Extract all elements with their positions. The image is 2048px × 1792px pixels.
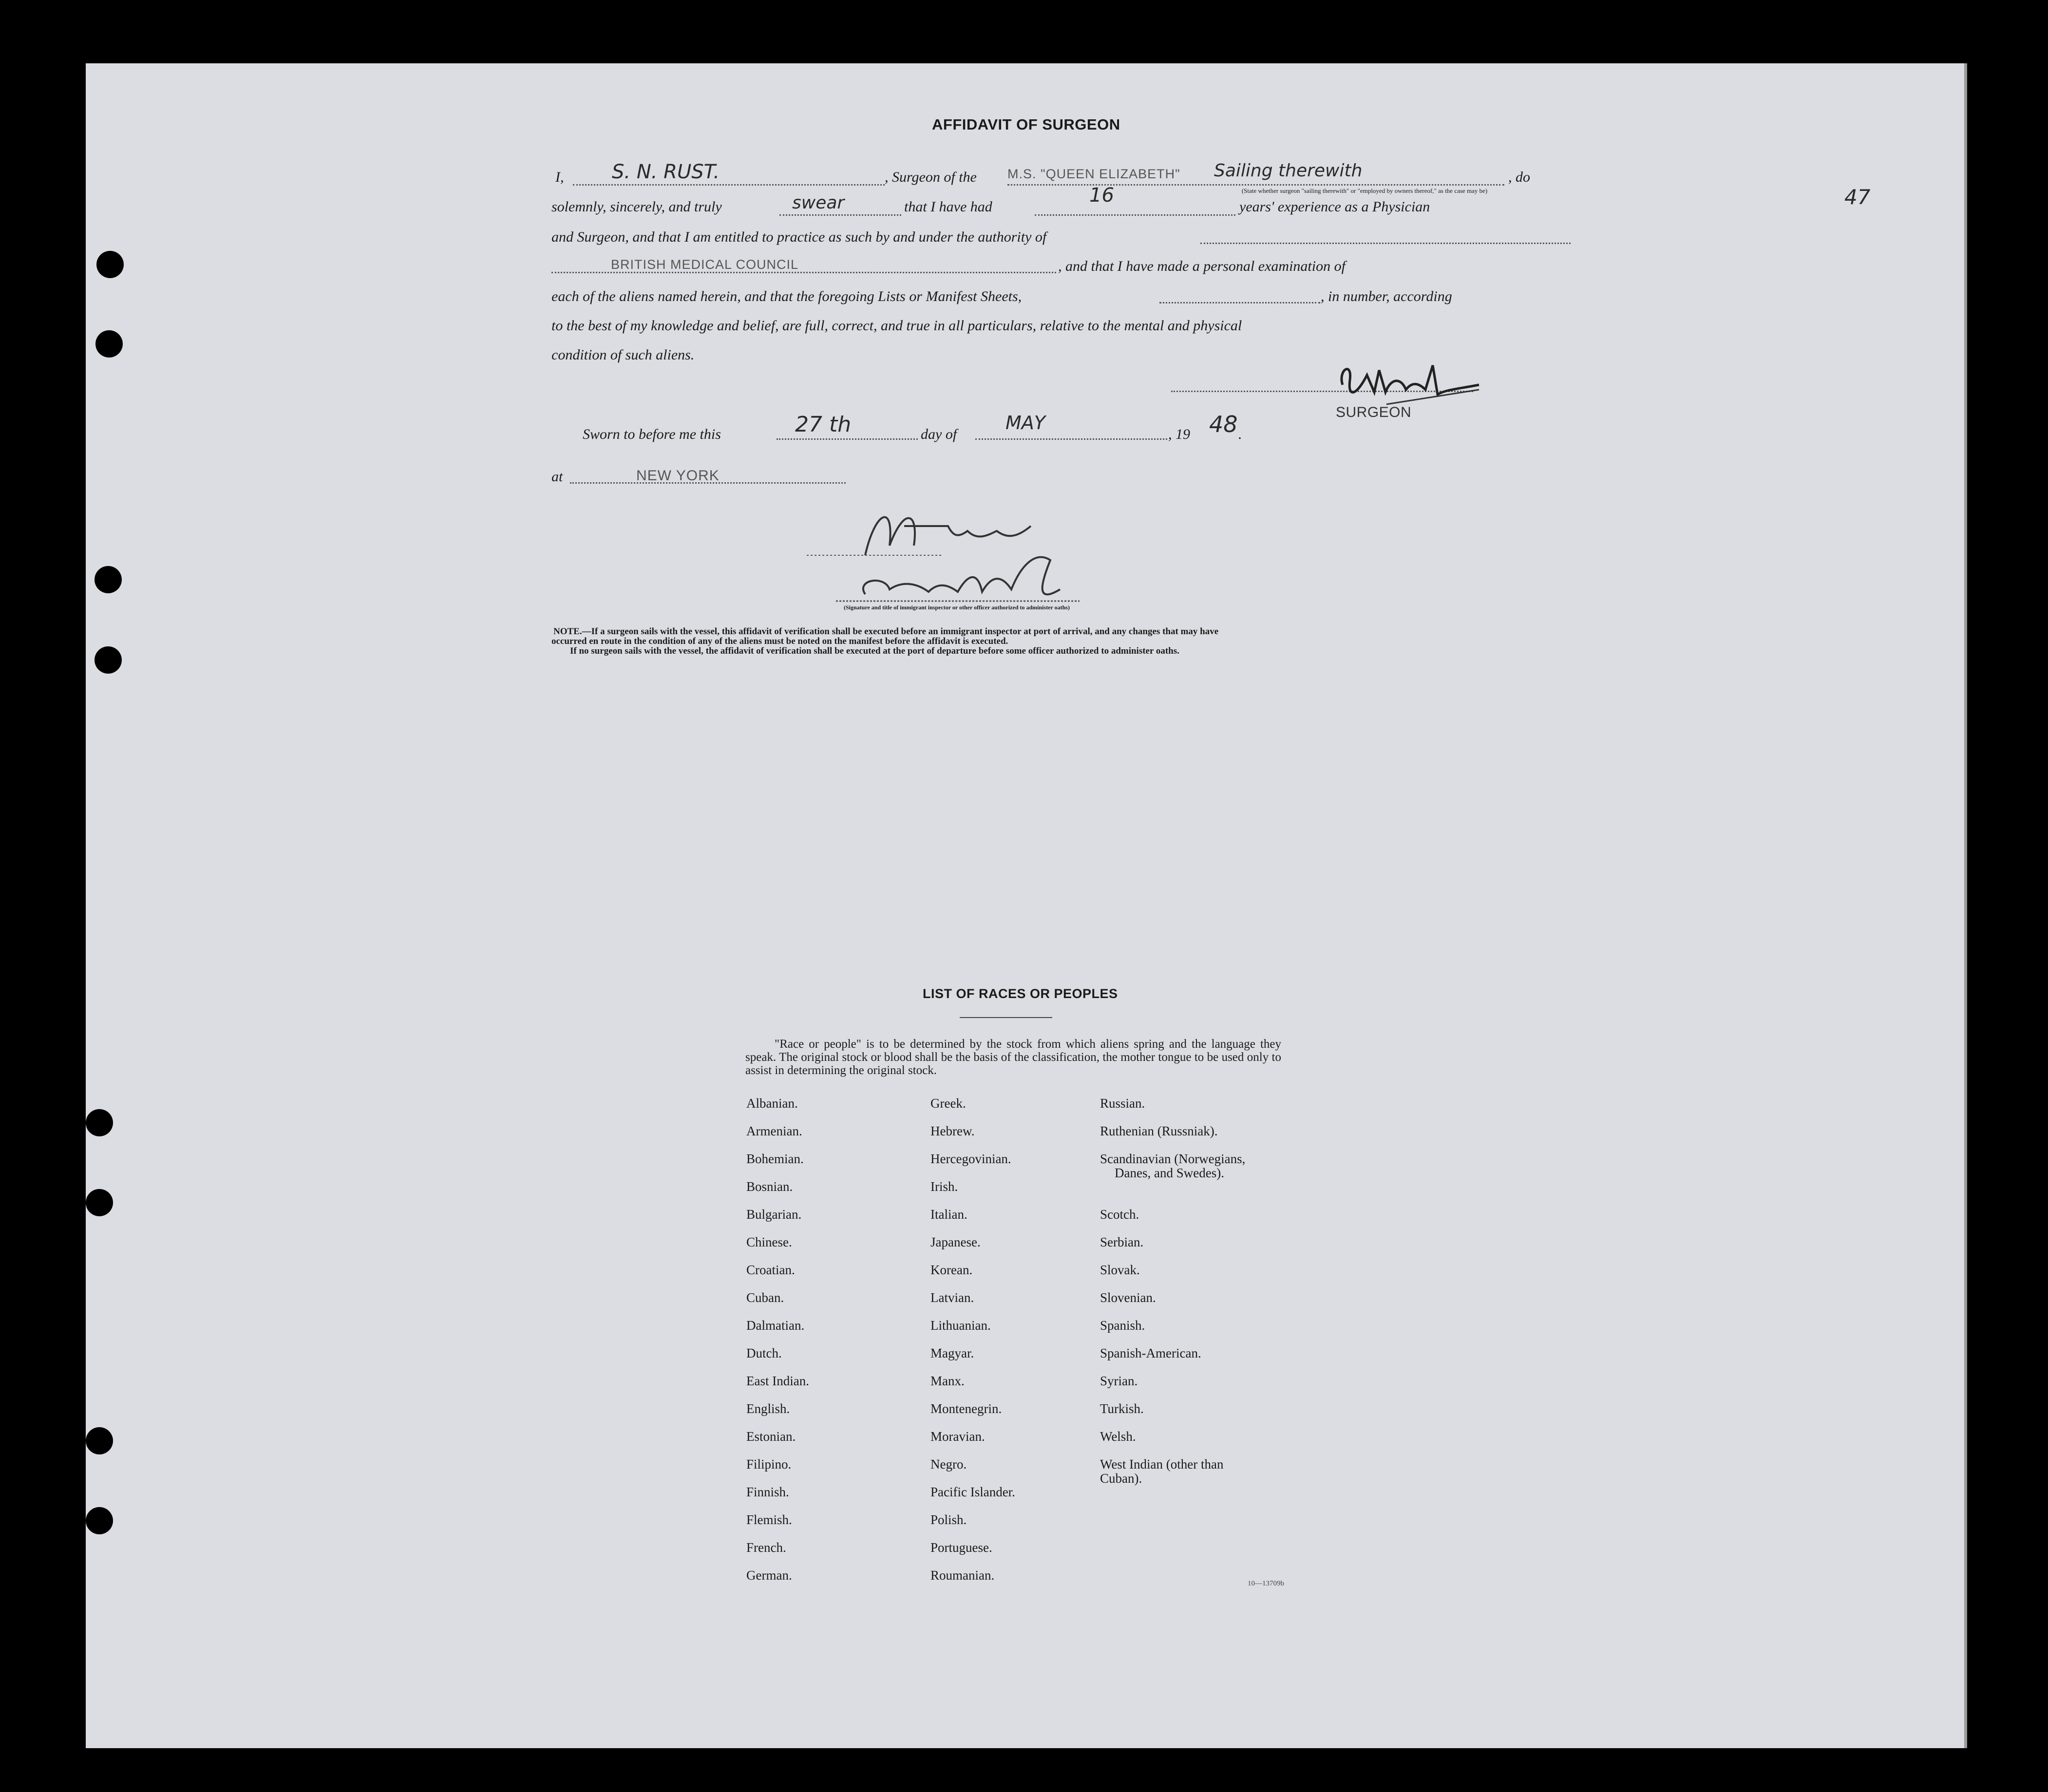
place-name: NEW YORK <box>636 468 720 484</box>
race-item: East Indian. <box>746 1374 809 1388</box>
surgeon-label: SURGEON <box>1336 404 1412 420</box>
race-item: Chinese. <box>746 1235 792 1249</box>
ship-field-line <box>1007 184 1504 186</box>
race-item: Bohemian. <box>746 1151 804 1166</box>
race-item: Bosnian. <box>746 1179 793 1194</box>
punch-hole <box>95 646 122 674</box>
race-item: Hebrew. <box>930 1124 975 1138</box>
affidavit-note-2: occurred en route in the condition of any of the aliens must be noted on the manifest before the affidavit is executed. <box>551 636 1008 646</box>
race-item: Albanian. <box>746 1096 798 1111</box>
race-item: Lithuanian. <box>930 1318 991 1333</box>
punch-hole <box>95 566 122 593</box>
month-field-line <box>975 438 1167 440</box>
race-item: Roumanian. <box>930 1568 995 1583</box>
race-item: Dalmatian. <box>746 1318 805 1333</box>
sworn-text: , 19 <box>1168 426 1190 442</box>
affidavit-text: each of the aliens named herein, and that the foregoing Lists or Manifest Sheets, <box>551 288 1022 304</box>
page-number: 47 <box>1844 185 1871 209</box>
affidavit-text: and Surgeon, and that I am entitled to practice as such by and under the authority of <box>551 229 1047 245</box>
affidavit-text: I, <box>555 169 564 185</box>
race-item: Bulgarian. <box>746 1207 802 1222</box>
affidavit-text: , and that I have made a personal examination of <box>1058 258 1346 274</box>
race-item: Portuguese. <box>930 1540 992 1555</box>
race-item: Latvian. <box>930 1290 974 1305</box>
title-rule <box>960 1017 1052 1018</box>
race-item: Spanish. <box>1100 1318 1145 1333</box>
affidavit-title: AFFIDAVIT OF SURGEON <box>932 116 1120 133</box>
ship-name: M.S. "QUEEN ELIZABETH" <box>1007 167 1180 181</box>
race-item: Spanish-American. <box>1100 1346 1201 1360</box>
race-item: West Indian (other than <box>1100 1457 1224 1471</box>
race-item: Montenegrin. <box>930 1401 1002 1416</box>
race-item: Dutch. <box>746 1346 782 1360</box>
race-item: Filipino. <box>746 1457 792 1471</box>
race-item: Scandinavian (Norwegians, <box>1100 1151 1246 1166</box>
affidavit-text: that I have had <box>904 199 992 215</box>
race-item: Hercegovinian. <box>930 1151 1011 1166</box>
affidavit-note-1: NOTE.—If a surgeon sails with the vessel, this affidavit of verification shall be executed before an immigrant inspector at port of arrival, and any changes that may have <box>553 626 1219 637</box>
race-item: Syrian. <box>1100 1374 1138 1388</box>
oath-word: swear <box>792 193 845 213</box>
sworn-month: MAY <box>1005 412 1045 434</box>
race-item: Flemish. <box>746 1512 792 1527</box>
race-item: Scotch. <box>1100 1207 1139 1222</box>
affidavit-text: solemnly, sincerely, and truly <box>551 199 722 215</box>
day-field-line <box>777 438 918 440</box>
affidavit-text: to the best of my knowledge and belief, are full, correct, and true in all particulars, relative to the mental and physical <box>551 318 1242 334</box>
sworn-text: day of <box>921 426 957 442</box>
race-item: Armenian. <box>746 1124 802 1138</box>
sworn-text: Sworn to before me this <box>583 426 721 442</box>
punch-hole <box>96 251 124 278</box>
race-item: Ruthenian (Russniak). <box>1100 1124 1218 1138</box>
punch-hole <box>86 1507 113 1534</box>
race-item: Turkish. <box>1100 1401 1144 1416</box>
surgeon-signature <box>1328 351 1484 409</box>
sheets-field-line <box>1159 302 1320 303</box>
race-item: Estonian. <box>746 1429 796 1444</box>
punch-hole <box>86 1109 113 1136</box>
sworn-text: . <box>1238 426 1242 442</box>
race-item: Japanese. <box>930 1235 981 1249</box>
race-item: Croatian. <box>746 1263 795 1277</box>
officer-caption: (Signature and title of immigrant inspector or other officer authorized to administer oaths) <box>844 604 1070 611</box>
race-item: Greek. <box>930 1096 966 1111</box>
sailing-note: (State whether surgeon "sailing therewith" or "employed by owners thereof," as the case may be) <box>1241 187 1488 194</box>
years-experience: 16 <box>1089 184 1114 207</box>
race-item: French. <box>746 1540 786 1555</box>
punch-hole <box>86 1427 113 1454</box>
authority-field-line <box>1200 243 1571 244</box>
race-item: Manx. <box>930 1374 965 1388</box>
document-page <box>86 63 1967 1748</box>
affidavit-text: condition of such aliens. <box>551 347 695 363</box>
years-field-line <box>1035 214 1235 216</box>
affidavit-note-3: If no surgeon sails with the vessel, the affidavit of verification shall be executed at the port of departure before some officer authorized to administer oaths. <box>570 646 1179 656</box>
race-item: Pacific Islander. <box>930 1485 1015 1499</box>
race-item: German. <box>746 1568 792 1583</box>
affidavit-text: years' experience as a Physician <box>1239 199 1430 215</box>
race-item: Polish. <box>930 1512 967 1527</box>
sworn-year: 48 <box>1209 411 1238 437</box>
race-item: Slovak. <box>1100 1263 1140 1277</box>
race-item: Cuban). <box>1100 1471 1142 1486</box>
race-item: Welsh. <box>1100 1429 1136 1444</box>
officer-signature <box>807 492 1119 648</box>
race-item: Magyar. <box>930 1346 974 1360</box>
race-item: Danes, and Swedes). <box>1115 1166 1224 1180</box>
races-intro: "Race or people" is to be determined by the stock from which aliens spring and the language they speak. The original stock or blood shall be the basis of the classification, the mother tongue to be used only to assist in determining the original stock. <box>745 1037 1281 1077</box>
at-label: at <box>551 469 563 485</box>
race-item: Italian. <box>930 1207 967 1222</box>
race-item: Slovenian. <box>1100 1290 1156 1305</box>
punch-hole <box>95 330 123 358</box>
authority-name: BRITISH MEDICAL COUNCIL <box>611 257 799 272</box>
race-item: Cuban. <box>746 1290 784 1305</box>
race-item: Russian. <box>1100 1096 1145 1111</box>
surgeon-name: S. N. RUST. <box>612 161 720 183</box>
sailing-status: Sailing therewith <box>1214 161 1363 181</box>
oath-field-line <box>779 214 901 216</box>
race-item: Negro. <box>930 1457 967 1471</box>
race-item: English. <box>746 1401 790 1416</box>
races-title: LIST OF RACES OR PEOPLES <box>923 986 1118 1001</box>
affidavit-text: , do <box>1508 169 1530 185</box>
race-item: Serbian. <box>1100 1235 1144 1249</box>
race-item: Korean. <box>930 1263 973 1277</box>
name-field-line <box>573 184 885 186</box>
race-item: Irish. <box>930 1179 958 1194</box>
sworn-day: 27 th <box>795 412 852 437</box>
race-item: Finnish. <box>746 1485 789 1499</box>
race-item: Moravian. <box>930 1429 985 1444</box>
affidavit-text: , in number, according <box>1321 288 1452 304</box>
affidavit-text: , Surgeon of the <box>885 169 977 185</box>
punch-hole <box>86 1189 113 1216</box>
form-number: 10—13709b <box>1248 1580 1284 1587</box>
